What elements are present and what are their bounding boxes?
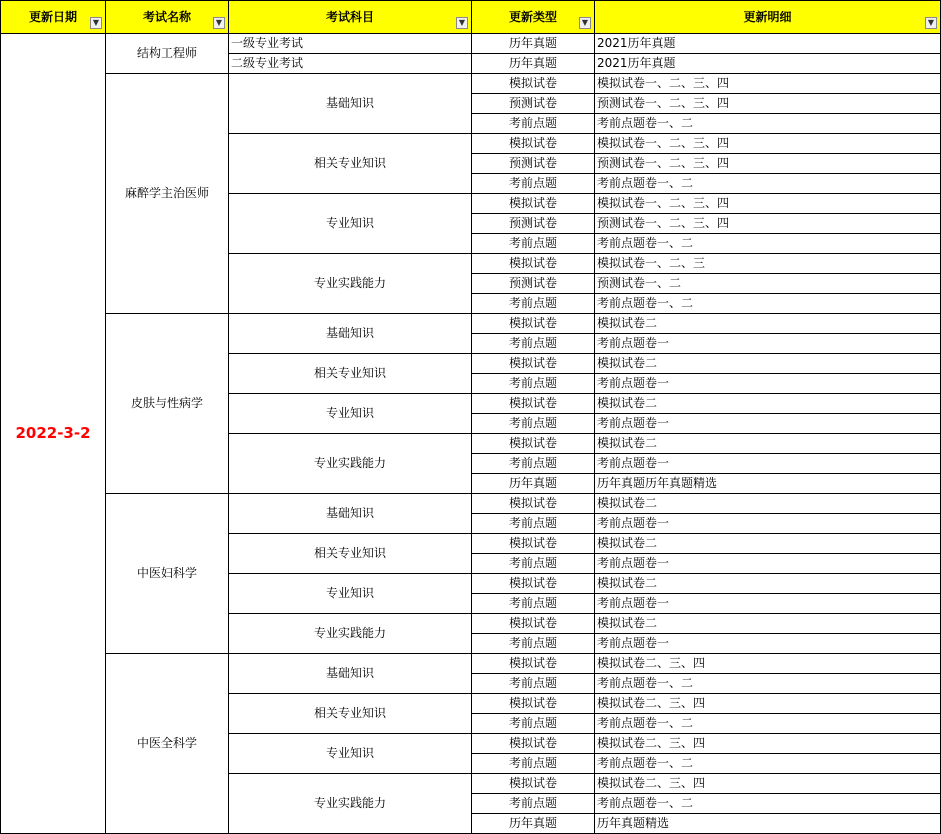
header-date bbox=[1, 1, 106, 34]
update-type-cell: 考前点题 bbox=[472, 234, 595, 254]
update-type-cell: 考前点题 bbox=[472, 374, 595, 394]
update-detail-cell: 2021历年真题 bbox=[595, 54, 941, 74]
update-type-cell: 模拟试卷 bbox=[472, 574, 595, 594]
subject-cell: 专业实践能力 bbox=[229, 614, 472, 654]
subject-cell: 专业知识 bbox=[229, 394, 472, 434]
update-detail-cell: 模拟试卷二 bbox=[595, 494, 941, 514]
update-detail-cell: 模拟试卷二 bbox=[595, 354, 941, 374]
update-type-cell: 考前点题 bbox=[472, 174, 595, 194]
update-type-cell: 模拟试卷 bbox=[472, 254, 595, 274]
exam-name-cell: 麻醉学主治医师 bbox=[106, 74, 229, 314]
update-type-cell: 历年真题 bbox=[472, 34, 595, 54]
update-detail-cell: 考前点题卷一 bbox=[595, 414, 941, 434]
subject-cell: 相关专业知识 bbox=[229, 534, 472, 574]
update-type-cell: 考前点题 bbox=[472, 334, 595, 354]
table-row bbox=[1, 654, 941, 674]
update-detail-cell: 考前点题卷一、二 bbox=[595, 294, 941, 314]
header-type bbox=[472, 1, 595, 34]
update-detail-cell: 模拟试卷二 bbox=[595, 394, 941, 414]
update-detail-cell: 考前点题卷一、二 bbox=[595, 674, 941, 694]
update-detail-cell: 考前点题卷一、二 bbox=[595, 174, 941, 194]
update-type-cell: 考前点题 bbox=[472, 634, 595, 654]
update-type-cell: 模拟试卷 bbox=[472, 494, 595, 514]
update-detail-cell: 模拟试卷二、三、四 bbox=[595, 774, 941, 794]
update-type-cell: 模拟试卷 bbox=[472, 194, 595, 214]
update-type-cell: 模拟试卷 bbox=[472, 354, 595, 374]
subject-cell: 专业实践能力 bbox=[229, 254, 472, 314]
update-type-cell: 考前点题 bbox=[472, 514, 595, 534]
update-type-cell: 模拟试卷 bbox=[472, 614, 595, 634]
table-row bbox=[1, 74, 941, 94]
subject-cell: 相关专业知识 bbox=[229, 694, 472, 734]
subject-cell: 基础知识 bbox=[229, 314, 472, 354]
header-subject-label: 考试科目 bbox=[325, 10, 374, 24]
update-detail-cell: 模拟试卷一、二、三、四 bbox=[595, 74, 941, 94]
update-type-cell: 历年真题 bbox=[472, 474, 595, 494]
update-type-cell: 考前点题 bbox=[472, 674, 595, 694]
update-type-cell: 历年真题 bbox=[472, 814, 595, 834]
update-detail-cell: 考前点题卷一 bbox=[595, 374, 941, 394]
update-detail-cell: 模拟试卷一、二、三、四 bbox=[595, 194, 941, 214]
update-detail-cell: 模拟试卷二、三、四 bbox=[595, 734, 941, 754]
update-detail-cell: 考前点题卷一、二 bbox=[595, 794, 941, 814]
update-type-cell: 模拟试卷 bbox=[472, 654, 595, 674]
update-detail-cell: 模拟试卷二 bbox=[595, 534, 941, 554]
update-detail-cell: 考前点题卷一、二 bbox=[595, 714, 941, 734]
update-type-cell: 预测试卷 bbox=[472, 214, 595, 234]
subject-cell: 基础知识 bbox=[229, 654, 472, 694]
update-detail-cell: 考前点题卷一、二 bbox=[595, 754, 941, 774]
update-detail-cell: 模拟试卷二、三、四 bbox=[595, 654, 941, 674]
update-detail-cell: 模拟试卷一、二、三 bbox=[595, 254, 941, 274]
update-detail-cell: 考前点题卷一、二 bbox=[595, 114, 941, 134]
subject-cell: 基础知识 bbox=[229, 74, 472, 134]
update-detail-cell: 模拟试卷二 bbox=[595, 614, 941, 634]
update-type-cell: 预测试卷 bbox=[472, 94, 595, 114]
update-detail-cell: 预测试卷一、二、三、四 bbox=[595, 94, 941, 114]
dropdown-arrow-icon[interactable]: ▼ bbox=[579, 17, 591, 29]
update-type-cell: 历年真题 bbox=[472, 54, 595, 74]
update-type-cell: 考前点题 bbox=[472, 414, 595, 434]
subject-cell: 一级专业考试 bbox=[229, 34, 472, 54]
table-row bbox=[1, 314, 941, 334]
update-detail-cell: 考前点题卷一、二 bbox=[595, 234, 941, 254]
update-type-cell: 考前点题 bbox=[472, 714, 595, 734]
update-type-cell: 考前点题 bbox=[472, 454, 595, 474]
subject-cell: 相关专业知识 bbox=[229, 134, 472, 194]
subject-cell: 二级专业考试 bbox=[229, 54, 472, 74]
update-type-cell: 模拟试卷 bbox=[472, 134, 595, 154]
update-type-cell: 考前点题 bbox=[472, 294, 595, 314]
header-detail-label: 更新明细 bbox=[743, 10, 792, 24]
update-detail-cell: 历年真题历年真题精选 bbox=[595, 474, 941, 494]
update-detail-cell: 模拟试卷二 bbox=[595, 314, 941, 334]
update-type-cell: 考前点题 bbox=[472, 594, 595, 614]
subject-cell: 专业知识 bbox=[229, 734, 472, 774]
update-date-cell: 2022-3-2 bbox=[1, 34, 106, 834]
header-date-label: 更新日期 bbox=[28, 10, 77, 24]
header-detail bbox=[595, 1, 941, 34]
header-exam bbox=[106, 1, 229, 34]
table-body bbox=[1, 34, 941, 834]
update-detail-cell: 考前点题卷一 bbox=[595, 634, 941, 654]
exam-name-cell: 中医全科学 bbox=[106, 654, 229, 834]
update-detail-cell: 2021历年真题 bbox=[595, 34, 941, 54]
subject-cell: 专业知识 bbox=[229, 574, 472, 614]
update-detail-cell: 考前点题卷一 bbox=[595, 514, 941, 534]
header-row bbox=[1, 1, 941, 34]
update-detail-cell: 模拟试卷二、三、四 bbox=[595, 694, 941, 714]
header-type-label: 更新类型 bbox=[508, 10, 557, 24]
exam-name-cell: 中医妇科学 bbox=[106, 494, 229, 654]
update-type-cell: 模拟试卷 bbox=[472, 434, 595, 454]
exam-name-cell: 皮肤与性病学 bbox=[106, 314, 229, 494]
update-type-cell: 考前点题 bbox=[472, 554, 595, 574]
update-detail-cell: 模拟试卷二 bbox=[595, 574, 941, 594]
update-detail-cell: 考前点题卷一 bbox=[595, 554, 941, 574]
update-type-cell: 预测试卷 bbox=[472, 274, 595, 294]
dropdown-arrow-icon[interactable]: ▼ bbox=[213, 17, 225, 29]
subject-cell: 专业实践能力 bbox=[229, 434, 472, 494]
subject-cell: 专业知识 bbox=[229, 194, 472, 254]
subject-cell: 专业实践能力 bbox=[229, 774, 472, 834]
update-detail-cell: 考前点题卷一 bbox=[595, 454, 941, 474]
update-detail-cell: 模拟试卷一、二、三、四 bbox=[595, 134, 941, 154]
update-type-cell: 考前点题 bbox=[472, 114, 595, 134]
update-detail-cell: 预测试卷一、二、三、四 bbox=[595, 154, 941, 174]
update-detail-cell: 考前点题卷一 bbox=[595, 594, 941, 614]
update-detail-cell: 预测试卷一、二 bbox=[595, 274, 941, 294]
table-row bbox=[1, 494, 941, 514]
dropdown-arrow-icon[interactable]: ▼ bbox=[925, 17, 937, 29]
header-subject bbox=[229, 1, 472, 34]
update-type-cell: 模拟试卷 bbox=[472, 394, 595, 414]
update-type-cell: 模拟试卷 bbox=[472, 74, 595, 94]
update-type-cell: 模拟试卷 bbox=[472, 694, 595, 714]
exam-name-cell: 结构工程师 bbox=[106, 34, 229, 74]
table-row bbox=[1, 34, 941, 54]
update-type-cell: 考前点题 bbox=[472, 794, 595, 814]
dropdown-arrow-icon[interactable]: ▼ bbox=[456, 17, 468, 29]
filter-active-icon[interactable]: ▼ bbox=[90, 17, 102, 29]
subject-cell: 基础知识 bbox=[229, 494, 472, 534]
update-detail-cell: 考前点题卷一 bbox=[595, 334, 941, 354]
update-type-cell: 预测试卷 bbox=[472, 154, 595, 174]
update-type-cell: 考前点题 bbox=[472, 754, 595, 774]
update-type-cell: 模拟试卷 bbox=[472, 734, 595, 754]
update-type-cell: 模拟试卷 bbox=[472, 314, 595, 334]
update-detail-cell: 预测试卷一、二、三、四 bbox=[595, 214, 941, 234]
update-detail-cell: 模拟试卷二 bbox=[595, 434, 941, 454]
update-type-cell: 模拟试卷 bbox=[472, 774, 595, 794]
header-exam-label: 考试名称 bbox=[142, 10, 191, 24]
update-type-cell: 模拟试卷 bbox=[472, 534, 595, 554]
update-detail-cell: 历年真题精选 bbox=[595, 814, 941, 834]
subject-cell: 相关专业知识 bbox=[229, 354, 472, 394]
